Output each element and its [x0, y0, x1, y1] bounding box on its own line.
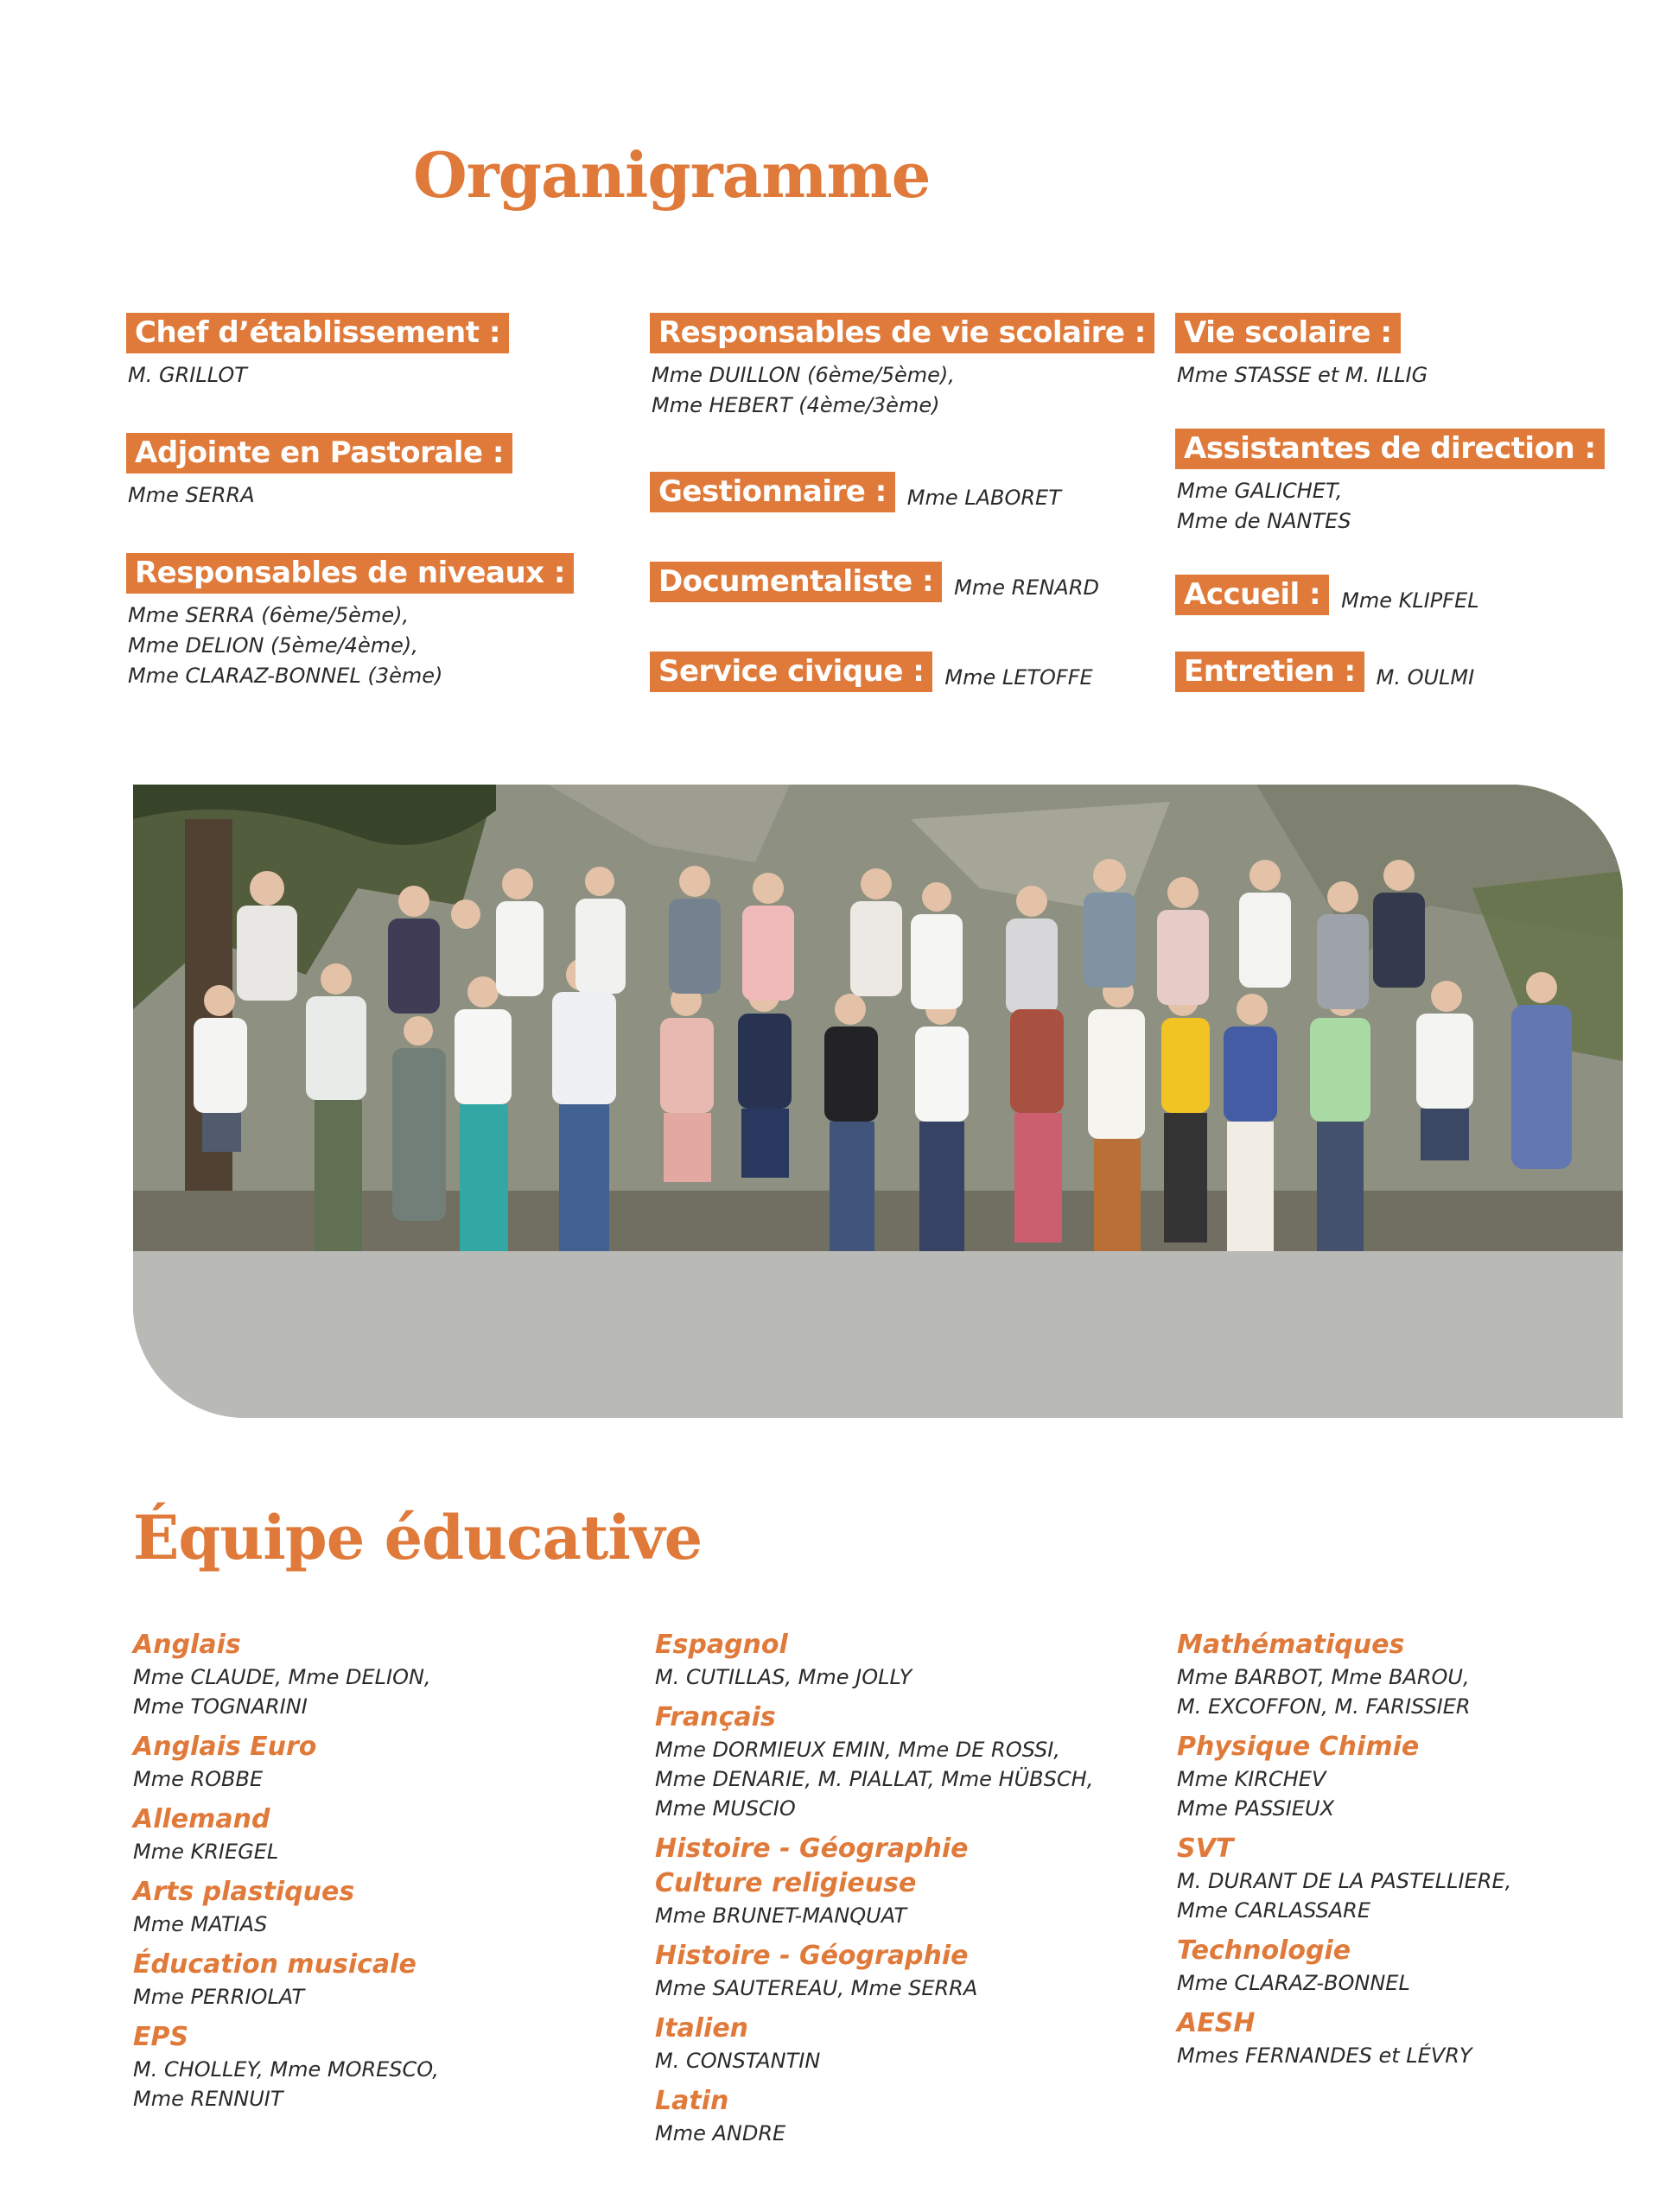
org-names-entretien: M. OULMI [1376, 664, 1475, 690]
subjects-column-2 [655, 1628, 1093, 2157]
subjects-column-1 [133, 1628, 439, 2122]
org-label-gestionnaire: Gestionnaire : [650, 472, 895, 512]
org-names-vie-scolaire: Mme STASSE et M. ILLIG [1177, 363, 1428, 387]
subject-svt: SVT M. DURANT DE LA PASTELLIERE, Mme CARLASSARE [1177, 1834, 1512, 1923]
org-accueil-block [1175, 575, 1479, 615]
org-names-gestionnaire: Mme LABORET [906, 485, 1061, 510]
subject-espagnol: Espagnol M. CUTILLAS, Mme JOLLY [655, 1630, 912, 1689]
subject-allemand: Allemand Mme KRIEGEL [133, 1804, 279, 1864]
org-service-civique-block [650, 652, 1093, 692]
org-assistantes-block [1175, 429, 1605, 537]
subject-education-musicale: Éducation musicale Mme PERRIOLAT [133, 1949, 416, 2009]
org-label-service-civique: Service civique : [650, 652, 932, 692]
org-niveaux-block [126, 553, 574, 691]
org-names-niveaux: Mme SERRA (6ème/5ème), Mme DELION (5ème/4ème), Mme CLARAZ-BONNEL (3ème) [128, 603, 443, 688]
subject-arts-plastiques: Arts plastiques Mme MATIAS [133, 1877, 355, 1936]
subject-aesh: AESH Mmes FERNANDES et LÉVRY [1177, 2008, 1472, 2068]
org-label-vie-scolaire-resp: Responsables de vie scolaire : [650, 313, 1154, 353]
org-chef-block [126, 313, 509, 391]
org-vie-scolaire-block [1175, 313, 1428, 391]
subject-italien: Italien M. CONSTANTIN [655, 2013, 821, 2073]
subject-technologie: Technologie Mme CLARAZ-BONNEL [1177, 1936, 1410, 1995]
subject-mathematiques: Mathématiques Mme BARBOT, Mme BAROU, M. EXCOFFON, M. FARISSIER [1177, 1630, 1471, 1719]
org-documentaliste-block [650, 562, 1099, 602]
org-names-chef: M. GRILLOT [128, 363, 247, 387]
team-photo-illustration [133, 785, 1623, 1418]
subject-histoire-geo: Histoire - Géographie Mme SAUTEREAU, Mme SERRA [655, 1941, 978, 2000]
subject-anglais-euro: Anglais Euro Mme ROBBE [133, 1732, 317, 1791]
org-names-assistantes: Mme GALICHET, Mme de NANTES [1177, 479, 1351, 533]
org-entretien-block [1175, 652, 1474, 692]
org-label-assistantes: Assistantes de direction : [1175, 429, 1605, 469]
org-label-niveaux: Responsables de niveaux : [126, 553, 574, 594]
org-gestionnaire-block [650, 472, 1061, 512]
subject-histoire-geo-culture: Histoire - Géographie Culture religieuse Mme BRUNET-MANQUAT [655, 1834, 969, 1928]
org-names-accueil: Mme KLIPFEL [1341, 588, 1479, 613]
org-label-vie-scolaire: Vie scolaire : [1175, 313, 1401, 353]
org-names-service-civique: Mme LETOFFE [944, 664, 1093, 690]
organigramme-title: Organigramme [413, 138, 931, 212]
equipe-educative-title: Équipe éducative [133, 1502, 703, 1573]
org-names-documentaliste: Mme RENARD [954, 575, 1099, 600]
subject-anglais: Anglais Mme CLAUDE, Mme DELION, Mme TOGNARINI [133, 1630, 431, 1719]
subject-physique-chimie: Physique Chimie Mme KIRCHEV Mme PASSIEUX [1177, 1732, 1420, 1821]
org-adjointe-block [126, 433, 512, 511]
subject-eps: EPS M. CHOLLEY, Mme MORESCO, Mme RENNUIT [133, 2022, 439, 2111]
subjects-column-3 [1177, 1628, 1511, 2079]
team-photo [133, 785, 1623, 1418]
org-label-accueil: Accueil : [1175, 575, 1329, 615]
org-names-vie-scolaire-resp: Mme DUILLON (6ème/5ème), Mme HEBERT (4ème/3ème) [652, 363, 955, 417]
org-names-adjointe: Mme SERRA [128, 483, 255, 507]
org-label-adjointe: Adjointe en Pastorale : [126, 433, 512, 474]
org-vie-scolaire-resp-block [650, 313, 1154, 421]
subject-latin: Latin Mme ANDRE [655, 2086, 786, 2145]
subject-francais: Français Mme DORMIEUX EMIN, Mme DE ROSSI, Mme DENARIE, M. PIALLAT, Mme HÜBSCH, Mme MUSCIO [655, 1702, 1094, 1821]
org-label-entretien: Entretien : [1175, 652, 1364, 692]
org-label-chef: Chef d’établissement : [126, 313, 509, 353]
org-label-documentaliste: Documentaliste : [650, 562, 942, 602]
